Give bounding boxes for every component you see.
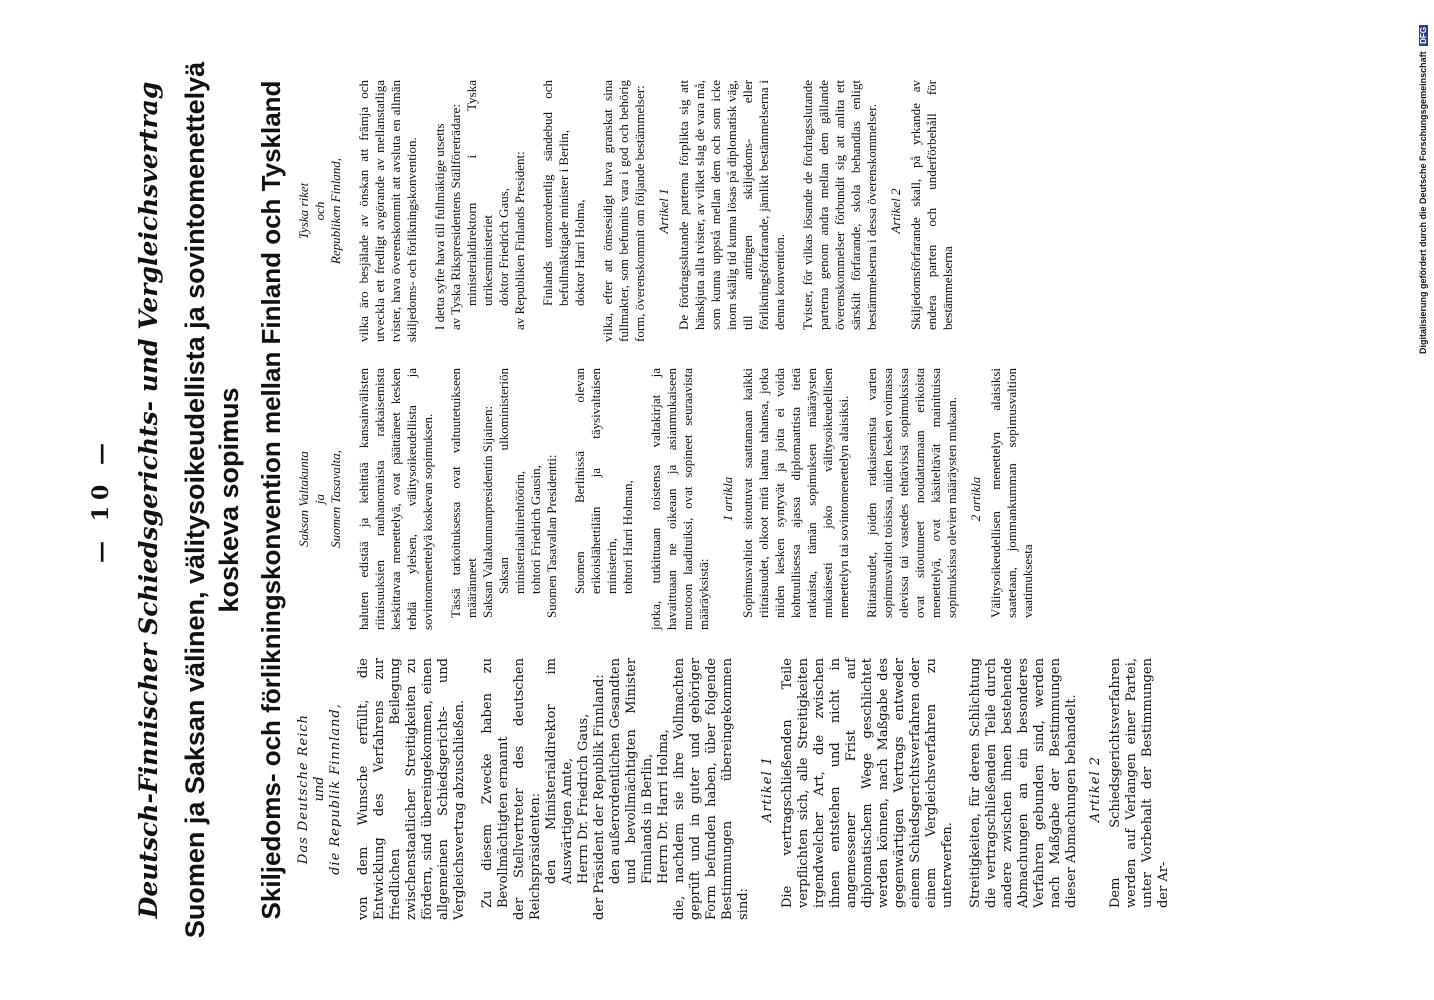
finnish-appointment: Tässä tarkoituksessa ovat valtuutetuikseen määränneet — [448, 368, 479, 618]
swedish-president: av Republiken Finlands President: — [512, 151, 527, 330]
finnish-director: Saksan ulkoministeriön ministeriaalitirehtöörin, — [496, 368, 527, 594]
german-party2: die Republik Finnland, — [328, 703, 343, 875]
german-deputy: der Stellvertreter des deutschen Reichspräsidenten: — [512, 658, 543, 920]
finnish-and: ja — [312, 493, 327, 505]
swedish-preamble: vilka äro besjälade av önskan att främja och utveckla ett fredligt avgörande av mellanstatliga tvister, hava överenskommit att avsluta en allmän skiljedoms- och förlikningskonvention. — [356, 80, 419, 342]
swedish-party1: Tyska riket — [296, 182, 311, 240]
dfg-logo: DFG — [1419, 27, 1428, 44]
swedish-deputy: av Tyska Rikspresidentens Ställföreträdare: — [448, 104, 463, 330]
german-article1-heading: Artikel 1 — [760, 755, 775, 823]
finnish-party2: Suomen Tasavalta, — [328, 450, 343, 548]
swedish-holma: doktor Harri Holma, — [572, 199, 587, 306]
swedish-article1-p1: De fördragsslutande parterna förplikta sig att hänskjuta alla tvister, av vilket slag de vara må, som kunna uppstå mellan dem och som icke inom skälig tid kunna lösas på diplomatisk väg, till antingen skiljedoms- eller förlikningsförfarande, jämlikt bestämmelserna i denna konvention. — [676, 80, 787, 330]
swedish-party2: Republiken Finland, — [328, 157, 343, 265]
german-director: den Ministerialdirektor im Auswärtigen Amte, — [544, 658, 575, 884]
title-finnish-line2: koskeva sopimus — [214, 387, 244, 613]
german-agreement: die, nachdem sie ihre Vollmachten geprüft und in guter und gehöriger Form befunden haben, über folgende Bestimmungen übereingekommen sind: — [672, 658, 751, 920]
swedish-director: ministerialdirektorn i Tyska utrikesministeriet — [464, 80, 495, 306]
swedish-article2-heading: Artikel 2 — [888, 188, 903, 234]
german-article1-p2: Streitigkeiten, für deren Schlichtung die vertragschließenden Teile durch andere zwischen ihnen bestehende Abmachungen an ein besonderes Verfahren gebunden sind, werden nach Maßgabe der Bestimmungen dieser Abmachungen behandelt. — [968, 658, 1079, 908]
german-gaus: Herrn Dr. Friedrich Gaus, — [576, 713, 591, 884]
swedish-envoy: Finlands utomordentlig sändebud och befullmäktigade minister i Berlin, — [540, 80, 571, 306]
german-envoy: den außerordentlichen Gesandten und bevollmächtigten Minister Finnlands in Berlin, — [608, 658, 655, 884]
title-finnish-line1: Suomen ja Saksan välinen, välitysoikeudellista ja sovintomenettelyä — [180, 61, 210, 939]
german-preamble: von dem Wunsche erfüllt, die Entwicklung des Verfahrens zur friedlichen Beilegung zwischenstaatlicher Streitigkeiten zu fördern, sind übereingekommen, einen allgemeinen Schiedsgerichts- und Vergleichsvertrag abzuschließen. — [356, 658, 467, 920]
finnish-column — [296, 368, 1036, 630]
swedish-article1-heading: Artikel 1 — [656, 188, 671, 234]
german-column — [296, 658, 1172, 920]
swedish-article2-p1: Skiljedomsförfarande skall, på yrkande av endera parten och underförbehåll för bestämmelserna — [908, 80, 955, 330]
finnish-president: Suomen Tasavallan Presidentti: — [544, 454, 559, 618]
swedish-appointment: I detta syfte hava till fullmäktige utsetts — [432, 123, 447, 330]
finnish-holma: tohtori Harri Holman, — [620, 480, 635, 594]
title-german: Deutsch-Finnischer Schiedsgerichts- und Vergleichsvertrag — [134, 81, 163, 919]
finnish-article1-p1: Sopimusvaltiot sitoutuvat saattamaan kaikki riitaisuudet, olkoot mitä laatua tahansa, jotka niiden kesken syntyvät ja joita ei voida kohtuullisessa ajassa diplomaattista tietä ratkaista, tämän sopimuksen määräysten mukaisesti joko välitysoikeudellisen menettelyn tai sovintomenettelyn alaisiksi. — [740, 368, 851, 618]
swedish-gaus: doktor Friedrich Gaus, — [496, 187, 511, 306]
finnish-article1-p2: Riitaisuudet, joiden ratkaisemista varten sopimusvaltiot toisissa, niiden kesken voimassa olevissa tai vastedes tehtävissä sopimuksissa ovat sitoutuneet noudattamaan erikoista menettelyä, ovat käsiteltävät mainituissa sopimuksissa olevien määräysten mukaan. — [864, 368, 959, 618]
german-appointment: Zu diesem Zwecke haben zu Bevollmächtigten ernannt — [480, 658, 511, 908]
german-holma: Herrn Dr. Harri Holma, — [656, 729, 671, 884]
swedish-and: och — [312, 201, 327, 221]
finnish-agreement: jotka, tutkittuaan toistensa valtakirjat ja havaittuaan ne oikeaan ja asianmukaiseen muotoon laadituiksi, ovat sopineet seuraavista määräyksistä: — [648, 368, 711, 630]
german-article2-heading: Artikel 2 — [1088, 755, 1103, 823]
finnish-gaus: tohtori Friedrich Gausin, — [528, 465, 543, 594]
german-president: der Präsident der Republik Finnland: — [592, 674, 607, 920]
swedish-column — [296, 80, 956, 342]
swedish-article1-p2: Tvister, för vilkas lösande de fördragsslutande parterna genom andra mellan dem gällande överenskommelser förbundit sig att anlita ett särskilt förfarande, skola behandlas enligt bestämmelserna i dessa överenskommelser. — [800, 80, 879, 330]
finnish-deputy: Saksan Valtakunnanpresidentin Sijainen: — [480, 405, 495, 618]
finnish-party1: Saksan Valtakunta — [296, 451, 311, 547]
finnish-envoy: Suomen Berlinissä olevan erikoislähettiläin ja täysivaltaisen ministerin, — [572, 368, 619, 594]
digitization-note: Digitalisierung gefördert durch die Deutsche Forschungsgemeinschaft — [1418, 51, 1428, 354]
digitization-footer — [1416, 10, 1434, 990]
finnish-article2-heading: 2 artikla — [968, 476, 983, 522]
swedish-agreement: vilka, efter att ömsesidigt hava granskat sina fullmakter, som befunnits vara i god och behörig form, överenskommit om följande bestämmelser: — [600, 80, 647, 342]
german-article1-p1: Die vertragschließenden Teile verpflichten sich, alle Streitigkeiten irgendwelcher Art, die zwischen ihnen entstehen und nicht in angemessener Frist auf diplomatischem Wege geschlichtet werden können, nach Maßgabe des gegenwärtigen Vertrags entweder einem Schiedsgerichtsverfahren oder einem Vergleichsverfahren zu unterwerfen. — [780, 658, 955, 908]
finnish-article1-heading: 1 artikla — [720, 476, 735, 522]
german-article2-p1: Dem Schiedsgerichtsverfahren werden auf Verlangen einer Partei, unter Vorbehalt der Bestimmungen der Ar- — [1108, 658, 1171, 908]
finnish-preamble: haluten edistää ja kehittää kansainvälisten riitaisuuksien rauhanomaista ratkaisemista keskittavaa menettelyä, ovat päättäneet kesken tehdä yleisen, välitysoikeudellista ja sovintomenettelyä koskevan sopimuksen. — [356, 368, 435, 630]
page-number: — 10 — — [88, 437, 114, 563]
german-and: und — [312, 776, 327, 802]
german-party1: Das Deutsche Reich — [296, 713, 311, 865]
finnish-article2-p1: Välitysoikeudellisen menettelyn alaisiksi saatetaan, jommankumman sopimusvaltion vaatimuksesta — [988, 368, 1035, 618]
title-swedish: Skiljedoms- och förlikningskonvention mellan Finland och Tyskland — [256, 80, 286, 920]
